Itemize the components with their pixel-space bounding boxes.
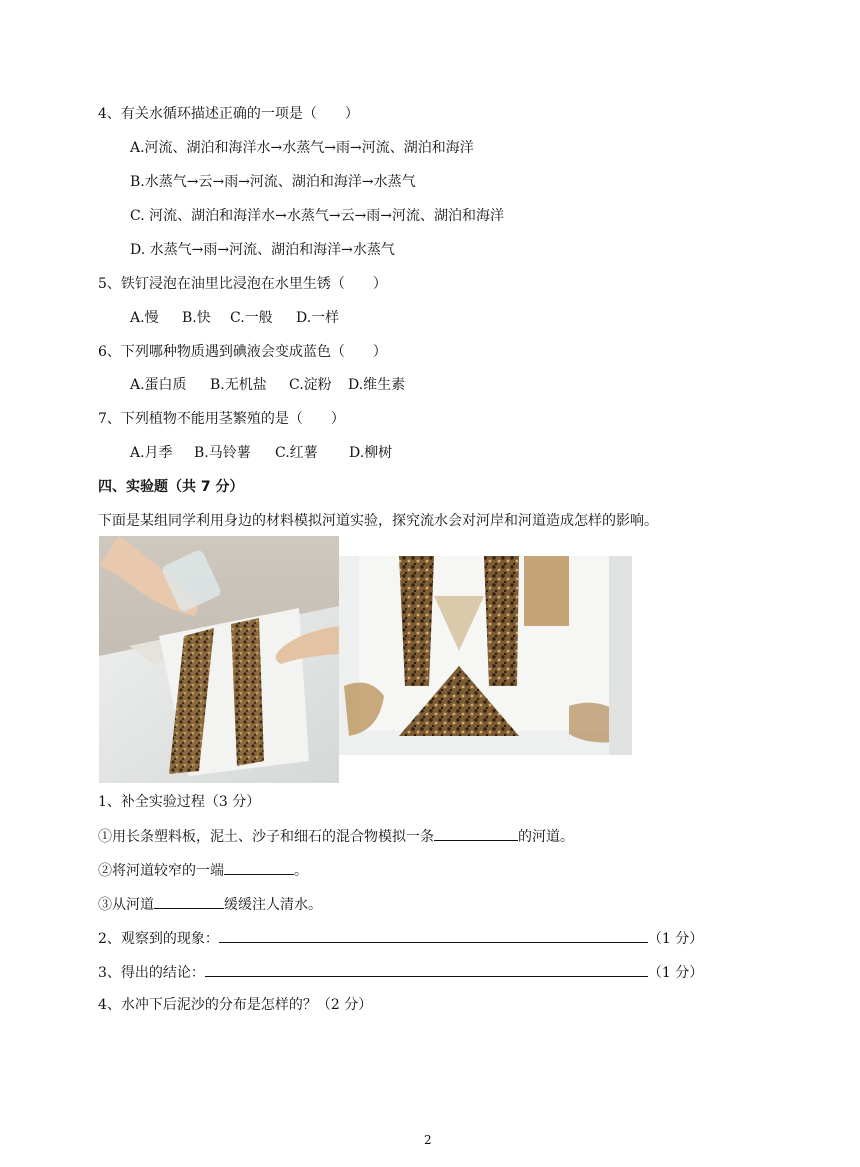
q6-option-d: D.维生素 xyxy=(348,377,406,393)
q7-stem: 7、下列植物不能用茎繁殖的是（ ） xyxy=(98,411,345,427)
step2-text: ②将河道较窄的一端 xyxy=(98,863,224,879)
part2-line xyxy=(98,928,703,948)
q5-option-a: A.慢 xyxy=(130,310,159,326)
q6-options xyxy=(130,376,405,394)
part3-text: 3、得出的结论： xyxy=(98,965,205,981)
q7-option-c: C.红薯 xyxy=(275,445,318,461)
q7-options xyxy=(130,444,392,462)
step1-line xyxy=(98,826,574,846)
step1-blank[interactable] xyxy=(434,826,518,841)
step2-blank[interactable] xyxy=(224,860,294,875)
q4-option-c: C. 河流、湖泊和海洋水→水蒸气→云→雨→河流、湖泊和海洋 xyxy=(130,208,505,224)
q4-option-a: A.河流、湖泊和海洋水→水蒸气→雨→河流、湖泊和海洋 xyxy=(130,140,474,156)
q5-stem: 5、铁钉浸泡在油里比浸泡在水里生锈（ ） xyxy=(98,276,387,292)
step2-line xyxy=(98,860,308,880)
q5-option-c: C.一般 xyxy=(230,310,273,326)
q6-option-b: B.无机盐 xyxy=(210,377,267,393)
experiment-photo-before xyxy=(99,536,339,783)
step2-suffix: 。 xyxy=(294,863,308,879)
step3-line xyxy=(98,894,322,914)
q7-option-a: A.月季 xyxy=(130,445,173,461)
q4-stem: 4、有关水循环描述正确的一项是（ ） xyxy=(98,106,359,122)
part2-text: 2、观察到的现象： xyxy=(98,931,219,947)
q5-options xyxy=(130,309,339,327)
part3-blank[interactable] xyxy=(205,962,648,977)
step3-suffix: 缓缓注人清水。 xyxy=(224,897,322,913)
q5-option-d: D.一样 xyxy=(296,310,340,326)
q7-option-d: D.柳树 xyxy=(349,445,393,461)
part3-line xyxy=(98,962,703,982)
page-number: 2 xyxy=(424,1133,432,1147)
part2-score: （1 分） xyxy=(647,931,704,947)
q6-option-a: A.蛋白质 xyxy=(130,377,187,393)
experiment-photo-after xyxy=(339,556,632,755)
part3-score: （1 分） xyxy=(647,965,704,981)
section-heading: 四、实验题（共 7 分） xyxy=(98,479,244,495)
section-intro: 下面是某组同学利用身边的材料模拟河道实验，探究流水会对河岸和河道造成怎样的影响。 xyxy=(98,513,658,529)
q7-option-b: B.马铃薯 xyxy=(194,445,251,461)
q6-option-c: C.淀粉 xyxy=(289,377,332,393)
step1-suffix: 的河道。 xyxy=(518,829,574,845)
q4-option-b: B.水蒸气→云→雨→河流、湖泊和海洋→水蒸气 xyxy=(130,174,416,190)
step1-text: ①用长条塑料板，泥土、沙子和细石的混合物模拟一条 xyxy=(98,829,434,845)
q5-option-b: B.快 xyxy=(182,310,211,326)
part1-heading: 1、补全实验过程（3 分） xyxy=(98,794,261,810)
step3-text: ③从河道 xyxy=(98,897,154,913)
q6-stem: 6、下列哪种物质遇到碘液会变成蓝色（ ） xyxy=(98,344,387,360)
part2-blank[interactable] xyxy=(219,928,648,943)
step3-blank[interactable] xyxy=(154,894,224,909)
part4-question: 4、水冲下后泥沙的分布是怎样的？（2 分） xyxy=(98,997,373,1013)
q4-option-d: D. 水蒸气→雨→河流、湖泊和海洋→水蒸气 xyxy=(130,242,395,258)
